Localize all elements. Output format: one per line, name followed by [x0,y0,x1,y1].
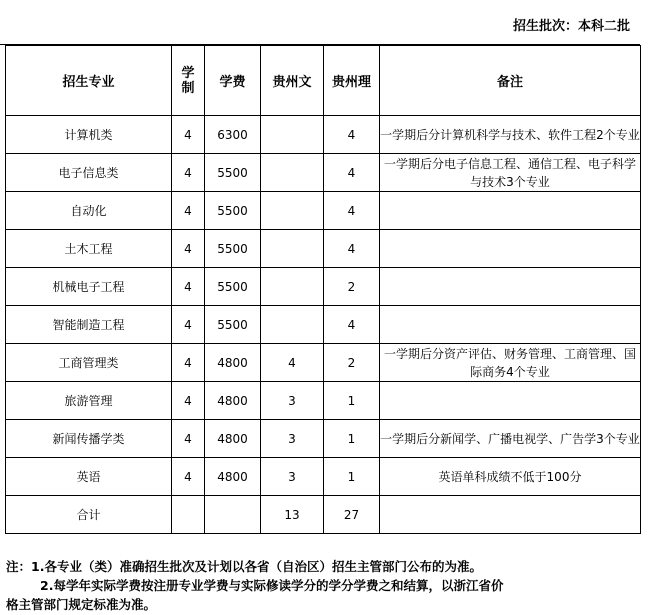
total-fee-cell [205,496,261,534]
years-cell: 4 [172,230,205,268]
header-guizhou-science: 贵州理 [324,46,380,116]
note-cell: 一学期后分计算机科学与技术、软件工程2个专业 [380,116,641,154]
total-arts-cell: 13 [261,496,324,534]
fee-cell: 5500 [205,306,261,344]
table-row [6,192,641,230]
major-cell: 计算机类 [6,116,172,154]
batch-title-bar [0,0,640,45]
total-note-cell [380,496,641,534]
guizhou-science-cell: 4 [324,230,380,268]
table-row [6,230,641,268]
guizhou-arts-cell [261,268,324,306]
fee-cell: 4800 [205,458,261,496]
guizhou-arts-cell [261,230,324,268]
guizhou-arts-cell: 4 [261,344,324,382]
guizhou-science-cell: 1 [324,458,380,496]
note-cell [380,382,641,420]
major-cell: 新闻传播学类 [6,420,172,458]
table-row [6,420,641,458]
years-cell: 4 [172,268,205,306]
major-cell: 英语 [6,458,172,496]
note-cell: 一学期后分新闻学、广播电视学、广告学3个专业 [380,420,641,458]
fee-cell: 5500 [205,192,261,230]
footnote-2: 2.每学年实际学费按注册专业学费与实际修读学分的学分学费之和结算，以浙江省价 [40,578,504,593]
header-row [6,46,641,116]
footnotes [6,557,646,614]
note-cell [380,268,641,306]
years-cell: 4 [172,154,205,192]
major-cell: 自动化 [6,192,172,230]
fee-cell: 5500 [205,268,261,306]
guizhou-science-cell: 4 [324,116,380,154]
table-row [6,458,641,496]
note-cell: 一学期后分电子信息工程、通信工程、电子科学与技术3个专业 [380,154,641,192]
header-notes: 备注 [380,46,641,116]
major-cell: 电子信息类 [6,154,172,192]
guizhou-arts-cell [261,154,324,192]
batch-label: 招生批次：本科二批 [512,19,630,34]
header-fee: 学费 [205,46,261,116]
guizhou-science-cell: 4 [324,154,380,192]
enrollment-table [5,45,641,534]
years-cell: 4 [172,382,205,420]
header-major: 招生专业 [6,46,172,116]
guizhou-science-cell: 4 [324,192,380,230]
note-cell: 英语单科成绩不低于100分 [380,458,641,496]
guizhou-science-cell: 1 [324,382,380,420]
note-cell [380,306,641,344]
fee-cell: 4800 [205,382,261,420]
years-cell: 4 [172,306,205,344]
note-cell [380,192,641,230]
years-cell: 4 [172,116,205,154]
major-cell: 旅游管理 [6,382,172,420]
years-cell: 4 [172,458,205,496]
table-row [6,382,641,420]
years-cell: 4 [172,420,205,458]
header-years [172,46,205,116]
table-row [6,116,641,154]
major-cell: 工商管理类 [6,344,172,382]
guizhou-arts-cell [261,116,324,154]
total-row [6,496,641,534]
total-label-cell: 合计 [6,496,172,534]
table-row [6,154,641,192]
guizhou-arts-cell [261,306,324,344]
major-cell: 智能制造工程 [6,306,172,344]
fee-cell: 4800 [205,344,261,382]
fee-cell: 6300 [205,116,261,154]
years-cell: 4 [172,344,205,382]
footnote-2-continued: 格主管部门规定标准为准。 [6,597,157,612]
header-years-char-1: 学 [181,65,195,81]
header-guizhou-arts: 贵州文 [261,46,324,116]
guizhou-science-cell: 2 [324,344,380,382]
guizhou-arts-cell: 3 [261,458,324,496]
guizhou-science-cell: 4 [324,306,380,344]
footnote-1: 注：1.各专业（类）准确招生批次及计划以各省（自治区）招生主管部门公布的为准。 [6,559,482,574]
guizhou-science-cell: 2 [324,268,380,306]
major-cell: 机械电子工程 [6,268,172,306]
note-cell: 一学期后分资产评估、财务管理、工商管理、国际商务4个专业 [380,344,641,382]
table-body [6,116,641,534]
major-cell: 土木工程 [6,230,172,268]
guizhou-science-cell: 1 [324,420,380,458]
total-years-cell [172,496,205,534]
guizhou-arts-cell [261,192,324,230]
guizhou-arts-cell: 3 [261,382,324,420]
fee-cell: 5500 [205,230,261,268]
guizhou-arts-cell: 3 [261,420,324,458]
fee-cell: 4800 [205,420,261,458]
table-row [6,306,641,344]
total-science-cell: 27 [324,496,380,534]
table-row [6,344,641,382]
header-years-char-2: 制 [181,80,195,96]
fee-cell: 5500 [205,154,261,192]
table-row [6,268,641,306]
note-cell [380,230,641,268]
years-cell: 4 [172,192,205,230]
